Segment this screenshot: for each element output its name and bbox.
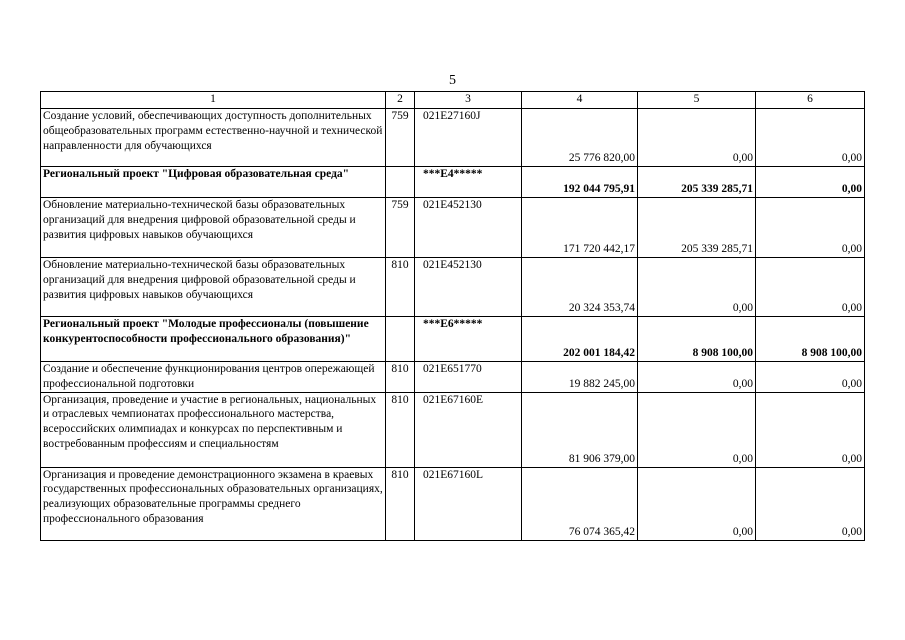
row-value-5: 0,00 bbox=[638, 362, 756, 393]
row-code-3: 021E27160J bbox=[415, 109, 522, 167]
row-value-4: 81 906 379,00 bbox=[522, 392, 638, 467]
row-code-2: 810 bbox=[386, 392, 415, 467]
row-code-3: ***E4***** bbox=[415, 167, 522, 198]
table-header-row bbox=[41, 92, 865, 109]
row-code-2: 759 bbox=[386, 198, 415, 258]
table-row bbox=[41, 467, 865, 540]
row-code-2: 810 bbox=[386, 258, 415, 317]
row-code-3: 021E651770 bbox=[415, 362, 522, 393]
column-header: 2 bbox=[386, 92, 415, 109]
row-description: Создание и обеспечение функционирования центров опережающей профессиональной подготовки bbox=[41, 362, 386, 393]
row-value-4: 192 044 795,91 bbox=[522, 167, 638, 198]
row-value-6: 0,00 bbox=[756, 392, 865, 467]
table-row bbox=[41, 109, 865, 167]
row-value-5: 0,00 bbox=[638, 392, 756, 467]
budget-table bbox=[40, 91, 865, 541]
row-value-4: 25 776 820,00 bbox=[522, 109, 638, 167]
row-value-6: 0,00 bbox=[756, 467, 865, 540]
row-value-4: 171 720 442,17 bbox=[522, 198, 638, 258]
row-description: Обновление материально-технической базы образовательных организаций для внедрения цифровой образовательной среды и развития цифровых навыков обучающихся bbox=[41, 258, 386, 317]
table-row bbox=[41, 392, 865, 467]
row-value-5: 205 339 285,71 bbox=[638, 167, 756, 198]
column-header: 6 bbox=[756, 92, 865, 109]
row-description: Создание условий, обеспечивающих доступность дополнительных общеобразовательных программ естественно-научной и технической направленности для обучающихся bbox=[41, 109, 386, 167]
row-code-2 bbox=[386, 317, 415, 362]
row-value-5: 205 339 285,71 bbox=[638, 198, 756, 258]
row-code-2: 810 bbox=[386, 362, 415, 393]
row-description: Обновление материально-технической базы образовательных организаций для внедрения цифровой образовательной среды и развития цифровых навыков обучающихся bbox=[41, 198, 386, 258]
column-header: 3 bbox=[415, 92, 522, 109]
row-value-6: 0,00 bbox=[756, 167, 865, 198]
row-description: Региональный проект "Молодые профессионалы (повышение конкурентоспособности профессионального образования)" bbox=[41, 317, 386, 362]
column-header: 4 bbox=[522, 92, 638, 109]
row-value-6: 0,00 bbox=[756, 258, 865, 317]
project-row bbox=[41, 167, 865, 198]
row-value-4: 20 324 353,74 bbox=[522, 258, 638, 317]
row-code-2 bbox=[386, 167, 415, 198]
row-value-5: 8 908 100,00 bbox=[638, 317, 756, 362]
row-description: Организация и проведение демонстрационного экзамена в краевых государственных профессиональных образовательных организациях, реализующих образовательные программы среднего профессионального образования bbox=[41, 467, 386, 540]
row-code-3: 021E67160E bbox=[415, 392, 522, 467]
row-value-5: 0,00 bbox=[638, 467, 756, 540]
row-description: Региональный проект "Цифровая образовательная среда" bbox=[41, 167, 386, 198]
row-value-6: 0,00 bbox=[756, 362, 865, 393]
column-header: 1 bbox=[41, 92, 386, 109]
row-code-2: 759 bbox=[386, 109, 415, 167]
row-value-6: 8 908 100,00 bbox=[756, 317, 865, 362]
row-value-5: 0,00 bbox=[638, 109, 756, 167]
column-header: 5 bbox=[638, 92, 756, 109]
row-value-5: 0,00 bbox=[638, 258, 756, 317]
row-code-3: 021E452130 bbox=[415, 258, 522, 317]
row-value-4: 202 001 184,42 bbox=[522, 317, 638, 362]
row-description: Организация, проведение и участие в региональных, национальных и отраслевых чемпионатах профессионального мастерства, всероссийских олимпиадах и конкурсах по перспективным и востребованным профессиям и специальностям bbox=[41, 392, 386, 467]
row-value-4: 19 882 245,00 bbox=[522, 362, 638, 393]
row-value-6: 0,00 bbox=[756, 109, 865, 167]
row-code-3: 021E452130 bbox=[415, 198, 522, 258]
page-number: 5 bbox=[449, 73, 456, 88]
row-code-2: 810 bbox=[386, 467, 415, 540]
table-row bbox=[41, 362, 865, 393]
table-row bbox=[41, 198, 865, 258]
row-value-4: 76 074 365,42 bbox=[522, 467, 638, 540]
row-code-3: 021E67160L bbox=[415, 467, 522, 540]
row-value-6: 0,00 bbox=[756, 198, 865, 258]
table-row bbox=[41, 258, 865, 317]
row-code-3: ***E6***** bbox=[415, 317, 522, 362]
project-row bbox=[41, 317, 865, 362]
